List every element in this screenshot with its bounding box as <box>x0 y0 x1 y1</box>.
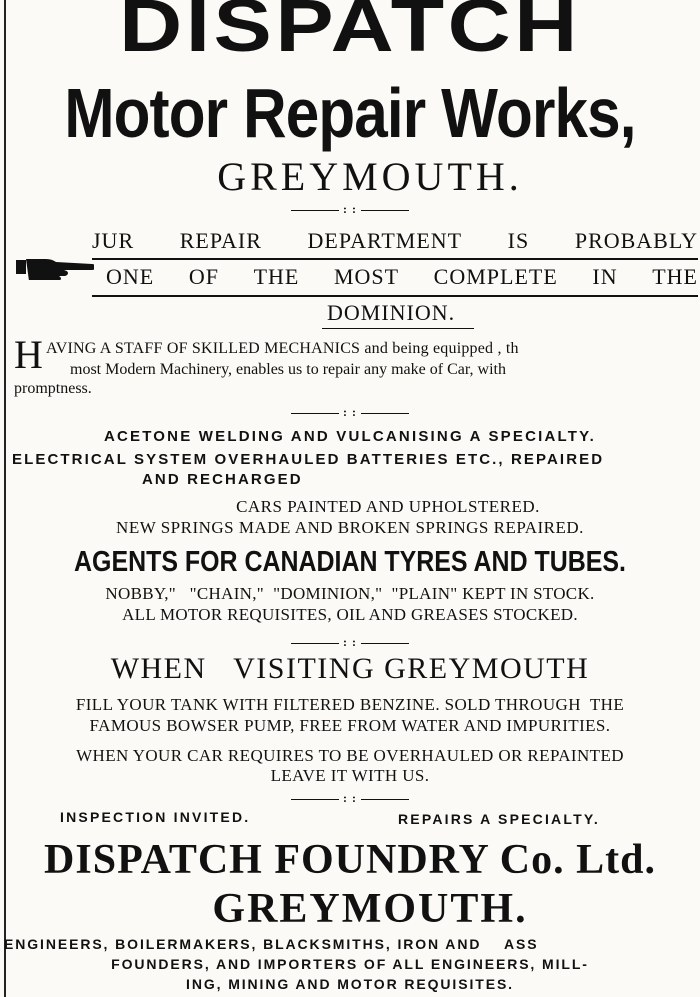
foundry-desc-line-1: ENGINEERS, BOILERMAKERS, BLACKSMITHS, IRON AND ASS <box>4 936 539 952</box>
electrical-line-2: AND RECHARGED <box>142 471 303 488</box>
foundry-name: DISPATCH FOUNDRY Co. Ltd. <box>44 837 656 883</box>
brand-heading: DISPATCH <box>119 0 581 67</box>
separator-1: : : <box>0 202 700 217</box>
department-line-1: JUR REPAIR DEPARTMENT IS PROBABLY <box>92 228 698 253</box>
electrical-line-1: ELECTRICAL SYSTEM OVERHAULED BATTERIES ETC., REPAIRED <box>12 451 605 468</box>
agents-headline: AGENTS FOR CANADIAN TYRES AND TUBES. <box>74 546 626 578</box>
separator-2: : : <box>0 405 700 420</box>
visiting-overhaul-line-1: WHEN YOUR CAR REQUIRES TO BE OVERHAULED OR REPAINTED <box>76 746 624 765</box>
staff-line-1: AVING A STAFF OF SKILLED MECHANICS and being equipped , th <box>46 340 519 357</box>
springs-line: NEW SPRINGS MADE AND BROKEN SPRINGS REPAIRED. <box>116 518 584 537</box>
visiting-overhaul-line-2: LEAVE IT WITH US. <box>270 766 430 785</box>
department-rule-1 <box>92 258 698 260</box>
staff-line-3: promptness. <box>14 380 92 397</box>
visiting-fill-line-2: FAMOUS BOWSER PUMP, FREE FROM WATER AND IMPURITIES. <box>89 716 611 735</box>
agents-requisites: ALL MOTOR REQUISITES, OIL AND GREASES STOCKED. <box>122 605 578 624</box>
department-line-2: ONE OF THE MOST COMPLETE IN THE <box>106 264 698 289</box>
inspection-note: INSPECTION INVITED. <box>60 809 251 825</box>
pointing-hand-icon <box>14 254 94 280</box>
department-line-3: DOMINION. <box>327 300 456 325</box>
staff-dropcap: H <box>14 332 43 377</box>
repairs-note: REPAIRS A SPECIALTY. <box>398 811 600 827</box>
foundry-desc-line-3: ING, MINING AND MOTOR REQUISITES. <box>186 976 514 992</box>
visiting-headline: WHEN VISITING GREYMOUTH <box>110 652 590 685</box>
staff-line-2: most Modern Machinery, enables us to repair any make of Car, with <box>70 361 506 378</box>
main-title: Motor Repair Works, <box>64 74 636 152</box>
agents-brands: NOBBY," "CHAIN," "DOMINION," "PLAIN" KEPT IN STOCK. <box>105 584 595 603</box>
visiting-fill-line-1: FILL YOUR TANK WITH FILTERED BENZINE. SOLD THROUGH THE <box>75 695 625 714</box>
separator-3: : : <box>0 635 700 650</box>
separator-4: : : <box>0 791 700 806</box>
foundry-town: GREYMOUTH. <box>212 886 528 932</box>
town-heading: GREYMOUTH. <box>217 154 523 199</box>
welding-line: ACETONE WELDING AND VULCANISING A SPECIALTY. <box>103 428 597 445</box>
department-rule-3 <box>322 328 474 329</box>
foundry-desc-line-2: FOUNDERS, AND IMPORTERS OF ALL ENGINEERS, MILL- <box>111 956 589 972</box>
department-rule-2 <box>92 295 698 297</box>
painted-line: CARS PAINTED AND UPHOLSTERED. <box>236 497 540 516</box>
